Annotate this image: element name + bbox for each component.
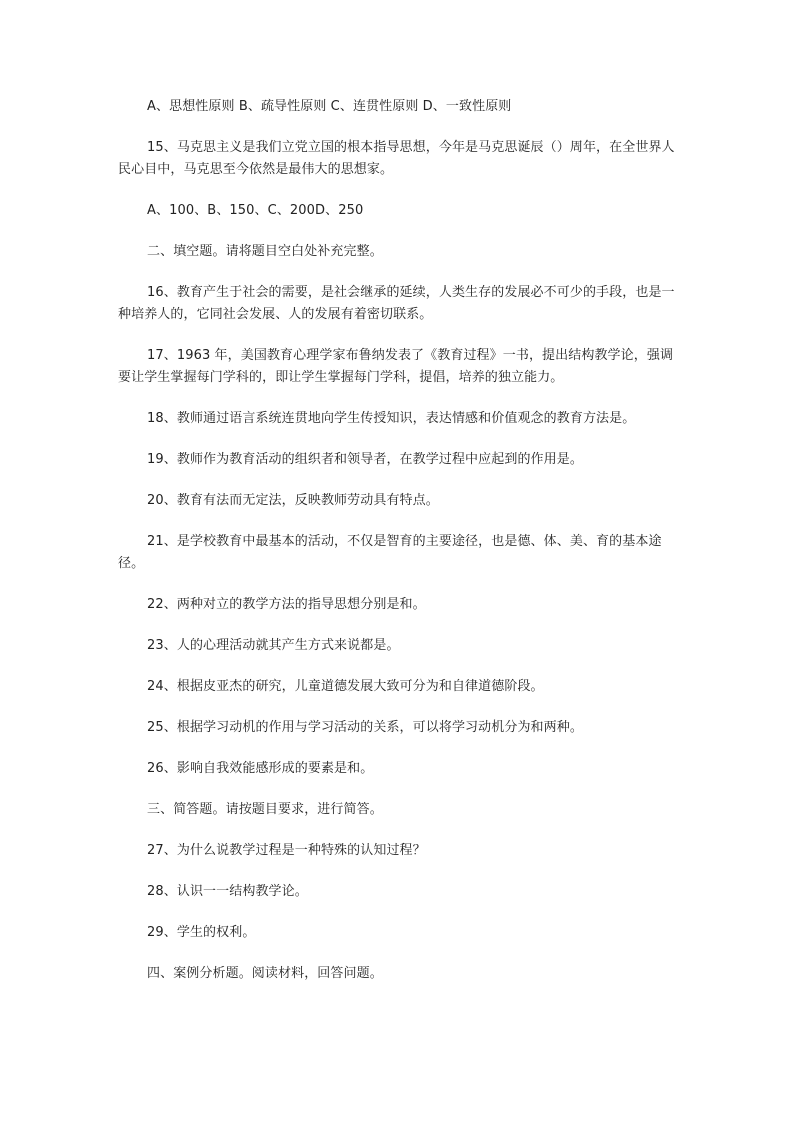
section-heading-case-analysis: 四、案例分析题。阅读材料，回答问题。 [147,966,383,981]
question-27: 27、为什么说教学过程是一种特殊的认知过程？ [147,843,426,858]
question-20: 20、教育有法而无定法，反映教师劳动具有特点。 [147,493,439,508]
question-24: 24、根据皮亚杰的研究，儿童道德发展大致可分为和自律道德阶段。 [147,679,544,694]
question-25: 25、根据学习动机的作用与学习活动的关系，可以将学习动机分为和两种。 [147,720,583,735]
question-23: 23、人的心理活动就其产生方式来说都是。 [147,638,400,653]
question-16: 16、教育产生于社会的需要，是社会继承的延续，人类生存的发展必不可少的手段，也是一种培养人的，它同社会发展、人的发展有着密切联系。 [118,285,675,322]
question-15: 15、马克思主义是我们立党立国的根本指导思想，今年是马克思诞辰（）周年，在全世界人民心目中，马克思至今依然是最伟大的思想家。 [118,140,675,177]
question-19: 19、教师作为教育活动的组织者和领导者，在教学过程中应起到的作用是。 [147,452,583,467]
question-26: 26、影响自我效能感形成的要素是和。 [147,761,374,776]
document-page [118,96,678,1004]
question-28: 28、认识一一结构教学论。 [147,884,308,899]
question-21: 21、是学校教育中最基本的活动，不仅是智育的主要途径，也是德、体、美、育的基本途径。 [118,534,662,571]
section-heading-fill-in: 二、填空题。请将题目空白处补充完整。 [147,244,383,259]
section-heading-short-answer: 三、简答题。请按题目要求，进行简答。 [147,802,383,817]
question-15-options: A、100、B、150、C、200D、250 [147,203,364,218]
question-29: 29、学生的权利。 [147,925,256,940]
question-18: 18、教师通过语言系统连贯地向学生传授知识，表达情感和价值观念的教育方法是。 [147,411,636,426]
question-22: 22、两种对立的教学方法的指导思想分别是和。 [147,597,426,612]
question-17: 17、1963 年，美国教育心理学家布鲁纳发表了《教育过程》一书，提出结构教学论，强调要让学生掌握每门学科的，即让学生掌握每门学科，提倡，培养的独立能力。 [118,348,674,385]
question-14-options: A、思想性原则 B、疏导性原则 C、连贯性原则 D、一致性原则 [147,99,512,114]
